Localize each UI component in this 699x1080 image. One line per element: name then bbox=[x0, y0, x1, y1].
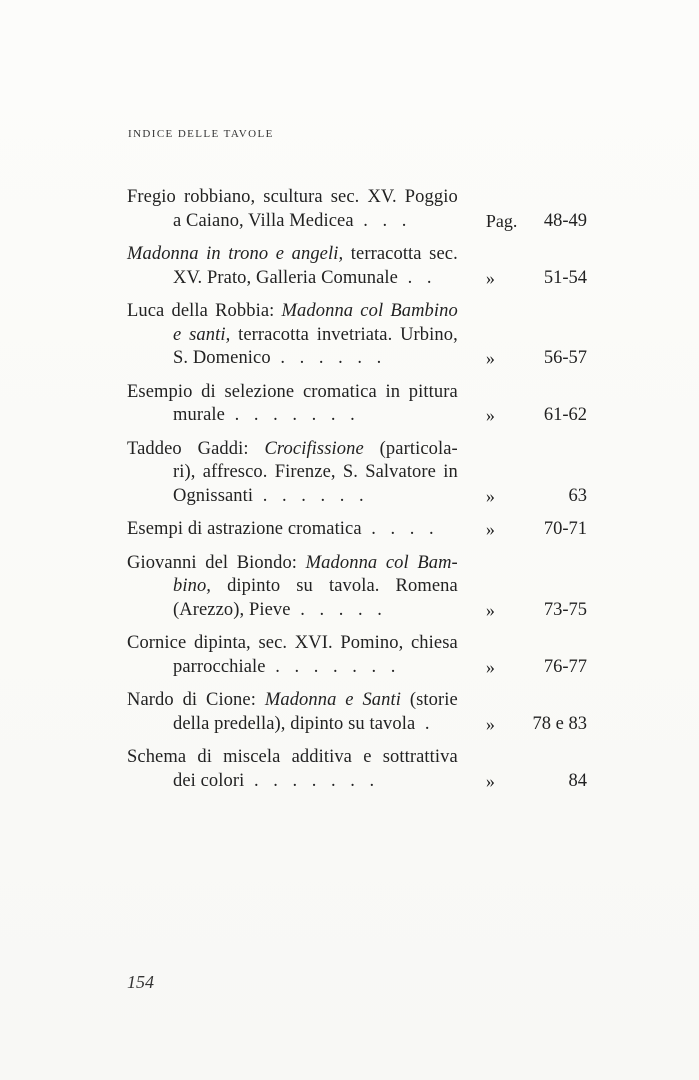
toc-entry bbox=[127, 243, 587, 290]
caption-line bbox=[127, 599, 458, 623]
entry-caption bbox=[127, 632, 458, 679]
caption-text: (storie bbox=[401, 690, 458, 710]
artwork-title: Crocifissione bbox=[264, 438, 364, 459]
caption-text: Esempi di astrazione cromatica bbox=[127, 519, 362, 539]
leader-dots: . . . . . . bbox=[270, 348, 387, 368]
toc-entry bbox=[127, 438, 587, 509]
entry-caption bbox=[127, 689, 458, 736]
page-marker: » bbox=[485, 713, 495, 734]
page-reference: 63 bbox=[568, 485, 587, 506]
caption-line bbox=[127, 461, 458, 485]
artwork-title: Madonna col Bam- bbox=[305, 552, 458, 573]
entry-caption bbox=[127, 438, 458, 509]
toc-entry bbox=[127, 518, 587, 542]
entry-caption bbox=[127, 381, 458, 428]
leader-dots: . . . . . bbox=[290, 599, 387, 620]
entry-caption bbox=[127, 243, 458, 290]
caption-line bbox=[127, 518, 458, 542]
page-reference: 84 bbox=[568, 770, 587, 791]
caption-line bbox=[127, 404, 458, 428]
leader-dots: . bbox=[415, 713, 435, 734]
caption-text: Schema di miscela additiva e sottrattiva bbox=[127, 747, 458, 767]
caption-line bbox=[127, 438, 458, 462]
page-marker: » bbox=[485, 348, 495, 368]
caption-line bbox=[127, 746, 458, 770]
toc-entry bbox=[127, 632, 587, 679]
caption-text: Nardo di Cione: bbox=[127, 690, 265, 710]
page-marker: » bbox=[485, 599, 495, 620]
caption-line bbox=[127, 575, 458, 599]
leader-dots: . . . . . . . bbox=[244, 770, 380, 791]
caption-text: ri), affresco. Firenze, S. Salvatore in bbox=[173, 462, 458, 482]
artwork-title: Madonna in trono e angeli, bbox=[127, 244, 344, 264]
toc-entry bbox=[127, 381, 587, 428]
page-reference: 61-62 bbox=[543, 405, 587, 425]
caption-line bbox=[127, 210, 458, 234]
entry-caption bbox=[127, 746, 458, 793]
caption-line bbox=[127, 324, 458, 348]
page-reference: 78 e 83 bbox=[532, 713, 587, 734]
caption-text: terracotta invetriata. Urbino, bbox=[230, 324, 458, 345]
caption-line bbox=[127, 381, 458, 405]
caption-line bbox=[127, 632, 458, 656]
leader-dots: . . . . bbox=[361, 519, 439, 539]
table-of-plates bbox=[127, 186, 587, 803]
toc-entry bbox=[127, 746, 587, 793]
toc-entry bbox=[127, 689, 587, 736]
caption-line bbox=[127, 267, 458, 291]
entry-caption bbox=[127, 518, 458, 542]
caption-text: terracotta sec. bbox=[343, 244, 458, 264]
page-reference: 73-75 bbox=[543, 599, 587, 620]
leader-dots: . . . . . . . bbox=[265, 656, 401, 677]
page-number: 154 bbox=[127, 972, 154, 992]
artwork-title: Madonna col Bambino bbox=[281, 301, 458, 321]
page-marker: » bbox=[485, 519, 495, 539]
page-marker: » bbox=[485, 405, 495, 425]
entry-caption bbox=[127, 186, 458, 233]
toc-entry bbox=[127, 552, 587, 623]
leader-dots: . . bbox=[397, 267, 437, 288]
leader-dots: . . . . . . . bbox=[224, 405, 360, 425]
page-reference: 48-49 bbox=[543, 210, 587, 231]
caption-line bbox=[127, 689, 458, 713]
caption-line bbox=[127, 713, 458, 737]
artwork-title: bino, bbox=[173, 576, 212, 596]
toc-entry bbox=[127, 186, 587, 233]
artwork-title: Madonna e Santi bbox=[264, 690, 401, 710]
caption-text: parrocchiale bbox=[173, 656, 266, 677]
caption-text: dei colori bbox=[173, 770, 245, 791]
toc-entry bbox=[127, 300, 587, 371]
caption-text: (Arezzo), Pieve bbox=[173, 599, 291, 620]
caption-line bbox=[127, 243, 458, 267]
page-marker: » bbox=[485, 770, 495, 791]
entry-caption bbox=[127, 300, 458, 371]
page-reference: 76-77 bbox=[543, 656, 587, 677]
caption-line bbox=[127, 656, 458, 680]
caption-text: Cornice dipinta, sec. XVI. Pomino, chiesa bbox=[127, 633, 458, 653]
caption-text: Ognissanti bbox=[173, 485, 254, 506]
page-marker: Pag. bbox=[485, 210, 518, 231]
page-marker: » bbox=[485, 656, 495, 677]
caption-text: murale bbox=[173, 405, 225, 425]
caption-line bbox=[127, 770, 458, 794]
caption-text: (particola- bbox=[363, 438, 458, 459]
running-head: INDICE DELLE TAVOLE bbox=[128, 128, 274, 140]
caption-text: XV. Prato, Galleria Comunale bbox=[173, 267, 398, 288]
caption-text: della predella), dipinto su tavola bbox=[173, 713, 416, 734]
entry-caption bbox=[127, 552, 458, 623]
page-marker: » bbox=[485, 485, 495, 506]
caption-text: dipinto su tavola. Romena bbox=[211, 576, 458, 596]
caption-text: Luca della Robbia: bbox=[127, 301, 282, 321]
caption-text: Giovanni del Biondo: bbox=[127, 552, 306, 573]
leader-dots: . . . bbox=[353, 210, 412, 231]
caption-text: Taddeo Gaddi: bbox=[127, 438, 265, 459]
page-reference: 51-54 bbox=[543, 267, 587, 288]
caption-text: Fregio robbiano, scultura sec. XV. Poggio bbox=[127, 187, 458, 207]
caption-line bbox=[127, 300, 458, 324]
artwork-title: e santi, bbox=[173, 324, 231, 345]
page-reference: 56-57 bbox=[543, 348, 587, 368]
leader-dots: . . . . . . bbox=[253, 485, 369, 506]
page-marker: » bbox=[485, 267, 495, 288]
caption-line bbox=[127, 347, 458, 371]
page-reference: 70-71 bbox=[543, 519, 587, 539]
caption-line bbox=[127, 186, 458, 210]
caption-line bbox=[127, 552, 458, 576]
caption-text: Esempio di selezione cromatica in pittura bbox=[127, 381, 458, 402]
caption-text: a Caiano, Villa Medicea bbox=[173, 210, 354, 231]
caption-line bbox=[127, 485, 458, 509]
caption-text: S. Domenico bbox=[173, 348, 271, 368]
